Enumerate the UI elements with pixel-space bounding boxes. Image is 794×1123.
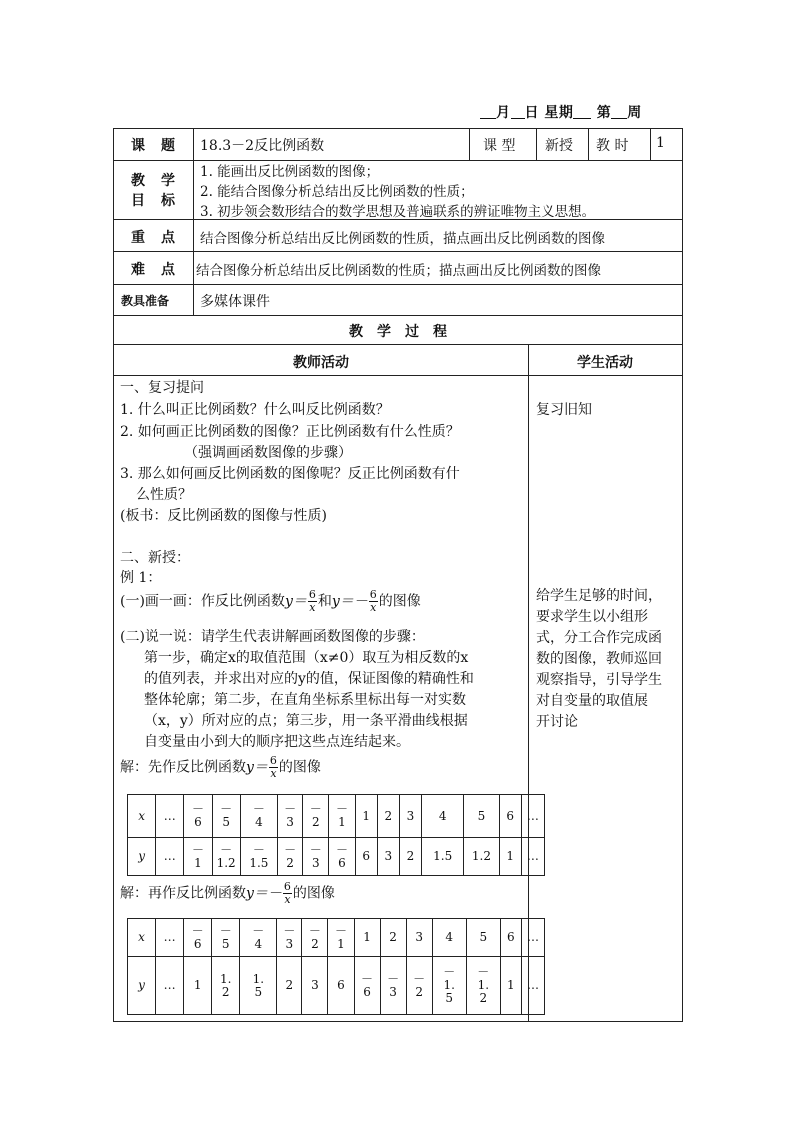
lesson-plan-table xyxy=(113,128,683,1022)
table-cell: 2 xyxy=(377,795,399,838)
table-cell: － 3 xyxy=(277,919,302,957)
table-cell: … xyxy=(521,838,544,876)
y-row xyxy=(128,838,545,876)
table-cell: 6 xyxy=(355,838,377,876)
draw-suffix: 的图像 xyxy=(378,593,421,610)
rule xyxy=(114,284,682,285)
table-cell: － 3 xyxy=(303,838,329,876)
weekday-blank xyxy=(573,104,591,119)
rule xyxy=(469,129,470,160)
weekday-label: 日 星期 xyxy=(524,105,574,121)
solution-2-prefix: 解：再作反比例函数 xyxy=(120,885,246,902)
solution-1 xyxy=(120,755,321,780)
y-header: y xyxy=(128,838,156,876)
teacher-activity-header: 教师活动 xyxy=(293,355,349,371)
table-cell: － 5 xyxy=(212,919,240,957)
table-cell: 2 xyxy=(399,838,421,876)
solution-2 xyxy=(120,881,335,906)
draw-prefix: (一)画一画：作反比例函数 xyxy=(120,593,285,610)
table-cell: － 3 xyxy=(278,795,303,838)
fraction-numerator: 6 xyxy=(308,588,316,601)
table-cell: 2 xyxy=(277,957,302,1015)
type-value: 新授 xyxy=(545,138,573,154)
topic-value: 18.3－2反比例函数 xyxy=(200,138,325,154)
student-review: 复习旧知 xyxy=(536,402,592,418)
table-cell: － 5 xyxy=(212,795,240,838)
review-question-1: 1. 什么叫正比例函数？什么叫反比例函数？ xyxy=(120,402,390,418)
table-cell: － 1 xyxy=(328,919,354,957)
rule xyxy=(114,344,682,345)
formula-y-negative: y＝－ xyxy=(331,593,368,610)
value-table-2 xyxy=(127,918,545,1015)
formula-y-negative: y＝－ xyxy=(246,885,282,902)
table-cell: 1 xyxy=(184,957,212,1015)
table-cell: 1.5 xyxy=(422,838,464,876)
table-cell: 6 xyxy=(499,795,521,838)
rule xyxy=(536,129,537,160)
table-cell: － 6 xyxy=(184,919,212,957)
table-cell: 1 xyxy=(355,795,377,838)
fraction-denominator: x xyxy=(284,893,291,906)
hours-label: 教 时 xyxy=(596,138,629,154)
table-cell: － 1. 2 xyxy=(466,957,500,1015)
table-cell: 4 xyxy=(422,795,464,838)
table-cell: － 3 xyxy=(380,957,406,1015)
process-title: 教 学 过 程 xyxy=(349,324,447,340)
table-cell: － 2 xyxy=(302,919,328,957)
new-lesson-title: 二、新授： xyxy=(120,550,190,566)
board-note: (板书：反比例函数的图像与性质) xyxy=(120,508,327,524)
table-cell: 6 xyxy=(500,919,521,957)
x-row xyxy=(128,795,545,838)
table-cell: － 6 xyxy=(184,795,212,838)
date-line xyxy=(480,102,642,122)
difficult-label: 难 点 xyxy=(131,262,176,278)
rule xyxy=(114,375,682,376)
step-line: 的值列表，并求出对应的y的值，保证图像的精确性和 xyxy=(144,671,474,687)
fraction-numerator: 6 xyxy=(369,588,377,601)
table-cell: 1. 5 xyxy=(240,957,277,1015)
example-label: 例 1： xyxy=(120,570,162,586)
table-cell: … xyxy=(521,795,544,838)
table-cell: － 6 xyxy=(354,957,380,1015)
table-cell: … xyxy=(521,957,544,1015)
table-cell: 1 xyxy=(354,919,380,957)
table-cell: 4 xyxy=(432,919,466,957)
student-activity-line: 要求学生以小组形 xyxy=(536,609,648,625)
solution-1-suffix: 的图像 xyxy=(278,759,321,776)
table-cell: … xyxy=(156,957,184,1015)
table-cell: － 1. 5 xyxy=(432,957,466,1015)
table-cell: － 1 xyxy=(184,838,212,876)
student-activity-line: 式，分工合作完成函 xyxy=(536,630,662,646)
step-line: 整体轮廓；第二步，在直角坐标系里标出每一对实数 xyxy=(144,692,466,708)
step-line: （x，y）所对应的点；第三步，用一条平滑曲线根据 xyxy=(144,713,468,729)
table-cell: 1 xyxy=(499,838,521,876)
goal-item: 1. 能画出反比例函数的图像； xyxy=(200,164,380,180)
table-cell: 5 xyxy=(466,919,500,957)
table-cell: 3 xyxy=(399,795,421,838)
rule xyxy=(588,129,589,160)
fraction-numerator: 6 xyxy=(283,880,291,893)
difficult-value: 结合图像分析总结出反比例函数的性质；描点画出反比例函数的图像 xyxy=(196,263,601,279)
topic-label: 课 题 xyxy=(131,138,176,154)
x-header: x xyxy=(128,919,156,957)
rule xyxy=(193,129,194,315)
student-activity-line: 观察指导，引导学生 xyxy=(536,672,662,688)
student-activity-line: 对自变量的取值展 xyxy=(536,693,648,709)
month-blank xyxy=(480,104,496,119)
draw-instruction xyxy=(120,589,421,614)
review-question-2: 2. 如何画正比例函数的图像？正比例函数有什么性质？ xyxy=(120,424,460,440)
day-blank xyxy=(511,104,525,119)
student-activity-line: 给学生足够的时间， xyxy=(536,588,662,604)
table-cell: 1 xyxy=(500,957,521,1015)
fraction-denominator: x xyxy=(309,601,316,614)
fraction xyxy=(369,589,378,614)
table-cell: 3 xyxy=(302,957,328,1015)
student-activity-line: 开讨论 xyxy=(536,714,578,730)
goals-label-1: 教 学 xyxy=(131,173,176,189)
student-activity-header: 学生活动 xyxy=(577,355,633,371)
say-instruction: (二)说一说：请学生代表讲解画函数图像的步骤： xyxy=(120,629,425,645)
fraction-numerator: 6 xyxy=(269,754,277,767)
table-cell: － 1.2 xyxy=(212,838,240,876)
x-header: x xyxy=(128,795,156,838)
month-label: 月 xyxy=(496,105,511,121)
fraction xyxy=(283,881,292,906)
table-cell: － 6 xyxy=(329,838,355,876)
table-cell: 3 xyxy=(377,838,399,876)
table-cell: － 1.5 xyxy=(240,838,277,876)
tools-value: 多媒体课件 xyxy=(200,294,270,310)
review-title: 一、复习提问 xyxy=(120,380,204,396)
review-question-3: 3. 那么如何画反比例函数的图像呢？反正比例函数有什 xyxy=(120,466,460,482)
value-table-1 xyxy=(127,794,545,876)
tools-label: 教具准备 xyxy=(121,294,170,308)
goal-item: 3. 初步领会数形结合的数学思想及普遍联系的辨证唯物主义思想。 xyxy=(200,204,596,220)
x-row xyxy=(128,919,545,957)
rule xyxy=(114,251,682,252)
table-cell: 6 xyxy=(328,957,354,1015)
type-label: 课 型 xyxy=(483,138,516,154)
fraction-denominator: x xyxy=(370,601,377,614)
table-cell: － 4 xyxy=(240,919,277,957)
formula-y: y＝ xyxy=(246,759,268,776)
table-cell: － 4 xyxy=(240,795,277,838)
rule xyxy=(650,129,651,160)
table-cell: 5 xyxy=(464,795,499,838)
step-line: 第一步，确定x的取值范围（x≠0）取互为相反数的x xyxy=(144,650,469,666)
hours-value: 1 xyxy=(656,135,665,151)
goal-item: 2. 能结合图像分析总结出反比例函数的性质； xyxy=(200,184,474,200)
y-header: y xyxy=(128,957,156,1015)
table-cell: － 2 xyxy=(278,838,303,876)
fraction xyxy=(269,755,278,780)
table-cell: … xyxy=(156,795,184,838)
goals-label-2: 目 标 xyxy=(131,193,176,209)
solution-2-suffix: 的图像 xyxy=(292,885,335,902)
week-prefix: 第 xyxy=(596,105,612,121)
table-cell: 2 xyxy=(380,919,406,957)
formula-y: y＝ xyxy=(284,593,307,610)
table-cell: 1. 2 xyxy=(212,957,240,1015)
step-line: 自变量由小到大的顺序把这些点连结起来。 xyxy=(144,734,410,750)
draw-and: 和 xyxy=(317,593,332,610)
week-label: 周 xyxy=(627,105,642,121)
review-question-3-cont: 么性质？ xyxy=(136,487,192,503)
y-row xyxy=(128,957,545,1015)
fraction xyxy=(308,589,317,614)
table-cell: － 2 xyxy=(406,957,432,1015)
table-cell: … xyxy=(156,919,184,957)
fraction-denominator: x xyxy=(270,767,277,780)
table-cell: 3 xyxy=(406,919,432,957)
rule xyxy=(114,315,682,316)
table-cell: 1.2 xyxy=(464,838,499,876)
review-question-2-note: （强调画函数图像的步骤） xyxy=(184,445,352,461)
table-cell: － 1 xyxy=(329,795,355,838)
table-cell: … xyxy=(156,838,184,876)
student-activity-line: 数的图像，教师巡回 xyxy=(536,651,662,667)
solution-1-prefix: 解：先作反比例函数 xyxy=(120,759,246,776)
table-cell: － 2 xyxy=(303,795,329,838)
key-label: 重 点 xyxy=(131,230,176,246)
table-cell: … xyxy=(521,919,544,957)
week-blank xyxy=(611,104,627,119)
key-value: 结合图像分析总结出反比例函数的性质，描点画出反比例函数的图像 xyxy=(200,231,605,247)
